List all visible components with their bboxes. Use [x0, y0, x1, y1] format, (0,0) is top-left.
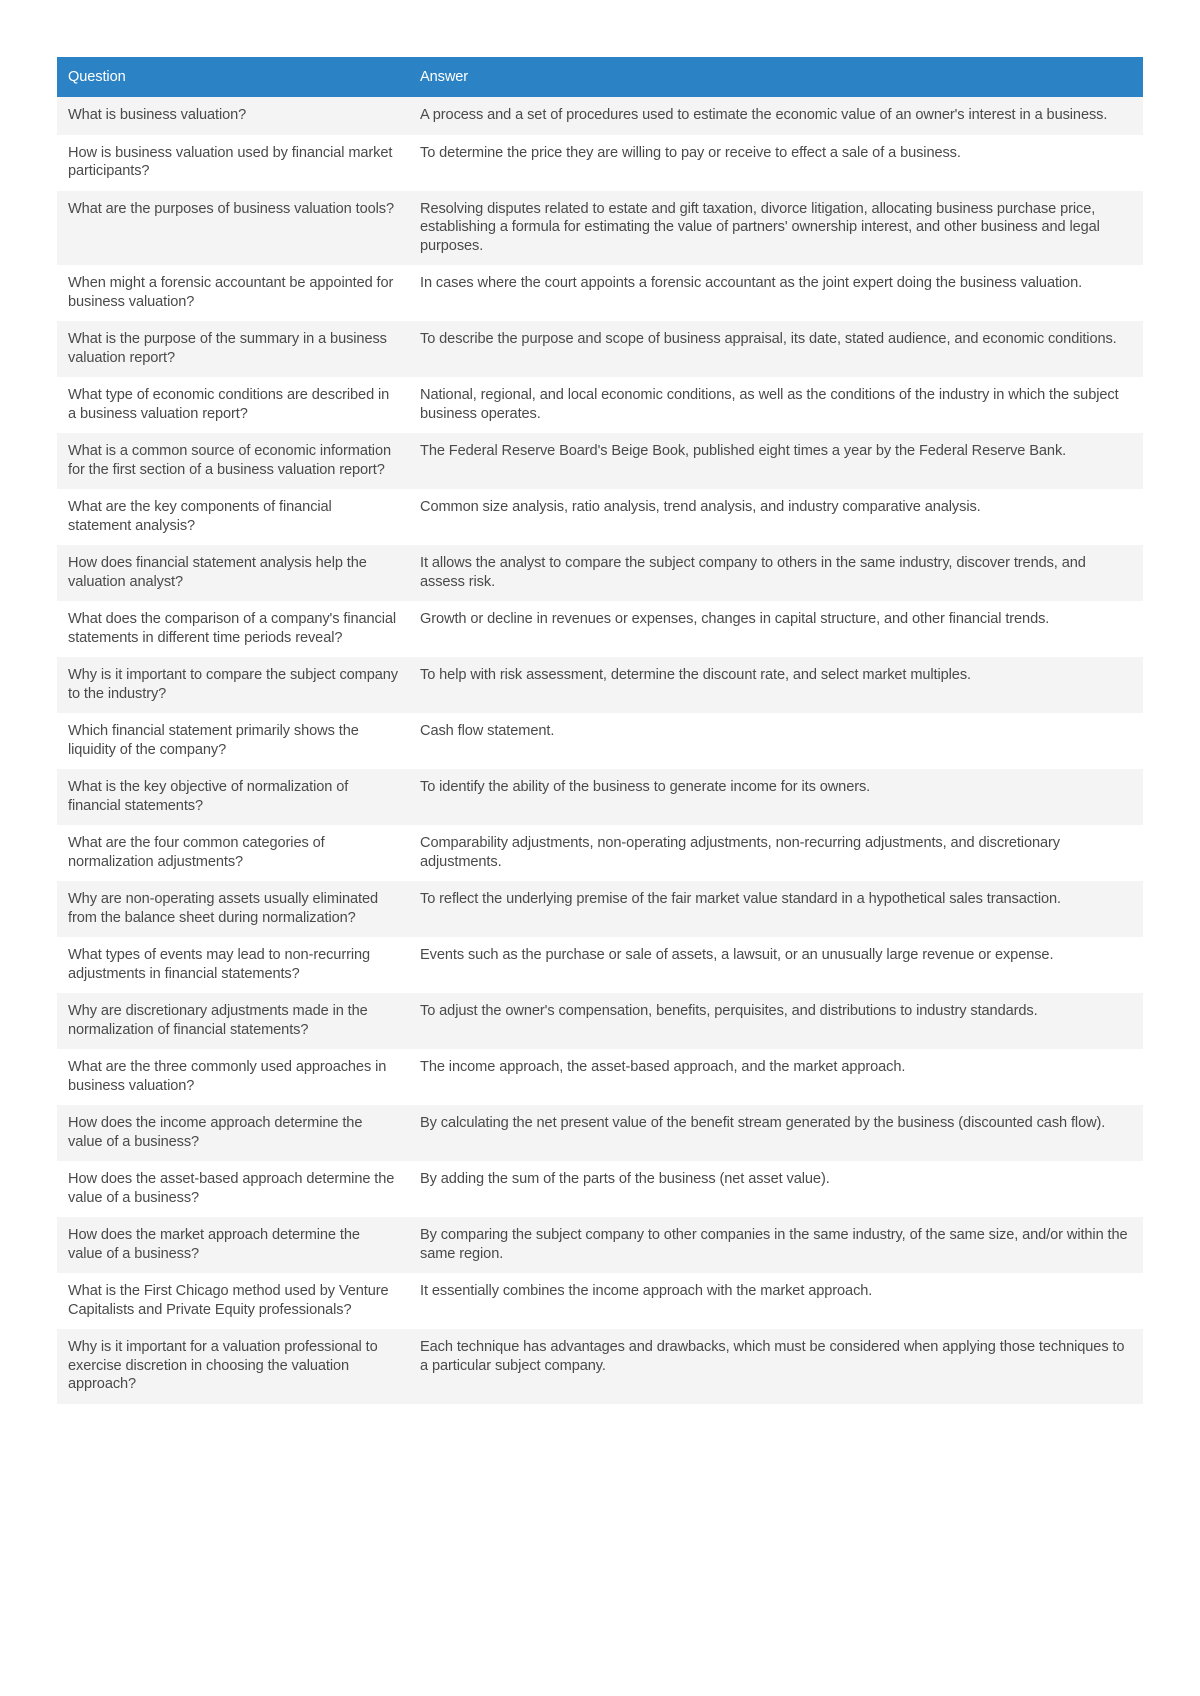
table-row	[57, 265, 1143, 321]
answer-cell: By adding the sum of the parts of the business (net asset value).	[409, 1161, 1143, 1217]
answer-cell: To determine the price they are willing to pay or receive to effect a sale of a business.	[409, 135, 1143, 191]
table-row	[57, 377, 1143, 433]
table-row	[57, 1161, 1143, 1217]
question-cell: What type of economic conditions are described in a business valuation report?	[57, 377, 409, 433]
table-row	[57, 545, 1143, 601]
question-cell: How does the market approach determine the value of a business?	[57, 1217, 409, 1273]
table-row	[57, 825, 1143, 881]
table-row	[57, 1329, 1143, 1404]
table-row	[57, 1105, 1143, 1161]
question-cell: How does financial statement analysis help the valuation analyst?	[57, 545, 409, 601]
answer-cell: To help with risk assessment, determine the discount rate, and select market multiples.	[409, 657, 1143, 713]
question-cell: What is the key objective of normalization of financial statements?	[57, 769, 409, 825]
table-header	[57, 57, 1143, 97]
table-row	[57, 433, 1143, 489]
answer-cell: The Federal Reserve Board's Beige Book, published eight times a year by the Federal Reserve Bank.	[409, 433, 1143, 489]
question-cell: What are the purposes of business valuation tools?	[57, 191, 409, 266]
answer-cell: To describe the purpose and scope of business appraisal, its date, stated audience, and economic conditions.	[409, 321, 1143, 377]
answer-cell: National, regional, and local economic conditions, as well as the conditions of the industry in which the subject business operates.	[409, 377, 1143, 433]
column-header-question: Question	[57, 57, 409, 97]
header-row	[57, 57, 1143, 97]
table-row	[57, 657, 1143, 713]
column-header-answer: Answer	[409, 57, 1143, 97]
table-row	[57, 1049, 1143, 1105]
answer-cell: It essentially combines the income approach with the market approach.	[409, 1273, 1143, 1329]
question-cell: What is the First Chicago method used by Venture Capitalists and Private Equity professionals?	[57, 1273, 409, 1329]
table-row	[57, 937, 1143, 993]
table-row	[57, 321, 1143, 377]
question-cell: What are the four common categories of normalization adjustments?	[57, 825, 409, 881]
answer-cell: By comparing the subject company to other companies in the same industry, of the same size, and/or within the same region.	[409, 1217, 1143, 1273]
table-body	[57, 97, 1143, 1404]
answer-cell: Comparability adjustments, non-operating adjustments, non-recurring adjustments, and discretionary adjustments.	[409, 825, 1143, 881]
answer-cell: Each technique has advantages and drawbacks, which must be considered when applying those techniques to a particular subject company.	[409, 1329, 1143, 1404]
answer-cell: Growth or decline in revenues or expenses, changes in capital structure, and other financial trends.	[409, 601, 1143, 657]
table-row	[57, 881, 1143, 937]
table-row	[57, 601, 1143, 657]
table-row	[57, 489, 1143, 545]
table-row	[57, 1217, 1143, 1273]
answer-cell: To reflect the underlying premise of the fair market value standard in a hypothetical sales transaction.	[409, 881, 1143, 937]
table-row	[57, 135, 1143, 191]
answer-cell: By calculating the net present value of the benefit stream generated by the business (discounted cash flow).	[409, 1105, 1143, 1161]
question-cell: Which financial statement primarily shows the liquidity of the company?	[57, 713, 409, 769]
question-cell: Why is it important to compare the subject company to the industry?	[57, 657, 409, 713]
table-row	[57, 713, 1143, 769]
table-row	[57, 97, 1143, 135]
qa-table	[57, 57, 1143, 1404]
answer-cell: Cash flow statement.	[409, 713, 1143, 769]
question-cell: How does the income approach determine the value of a business?	[57, 1105, 409, 1161]
answer-cell: Resolving disputes related to estate and gift taxation, divorce litigation, allocating business purchase price, establishing a formula for estimating the value of partners' ownership interest, and other business and legal purposes.	[409, 191, 1143, 266]
table-row	[57, 191, 1143, 266]
answer-cell: To identify the ability of the business to generate income for its owners.	[409, 769, 1143, 825]
table-row	[57, 993, 1143, 1049]
question-cell: When might a forensic accountant be appointed for business valuation?	[57, 265, 409, 321]
answer-cell: The income approach, the asset-based approach, and the market approach.	[409, 1049, 1143, 1105]
answer-cell: To adjust the owner's compensation, benefits, perquisites, and distributions to industry standards.	[409, 993, 1143, 1049]
question-cell: Why are discretionary adjustments made in the normalization of financial statements?	[57, 993, 409, 1049]
question-cell: What types of events may lead to non-recurring adjustments in financial statements?	[57, 937, 409, 993]
question-cell: What is a common source of economic information for the first section of a business valuation report?	[57, 433, 409, 489]
question-cell: Why is it important for a valuation professional to exercise discretion in choosing the valuation approach?	[57, 1329, 409, 1404]
question-cell: How is business valuation used by financial market participants?	[57, 135, 409, 191]
answer-cell: It allows the analyst to compare the subject company to others in the same industry, discover trends, and assess risk.	[409, 545, 1143, 601]
table-row	[57, 1273, 1143, 1329]
question-cell: Why are non-operating assets usually eliminated from the balance sheet during normalization?	[57, 881, 409, 937]
question-cell: What is the purpose of the summary in a business valuation report?	[57, 321, 409, 377]
question-cell: What are the key components of financial statement analysis?	[57, 489, 409, 545]
question-cell: What is business valuation?	[57, 97, 409, 135]
question-cell: What are the three commonly used approaches in business valuation?	[57, 1049, 409, 1105]
answer-cell: A process and a set of procedures used to estimate the economic value of an owner's interest in a business.	[409, 97, 1143, 135]
answer-cell: In cases where the court appoints a forensic accountant as the joint expert doing the business valuation.	[409, 265, 1143, 321]
question-cell: What does the comparison of a company's financial statements in different time periods reveal?	[57, 601, 409, 657]
answer-cell: Common size analysis, ratio analysis, trend analysis, and industry comparative analysis.	[409, 489, 1143, 545]
table-row	[57, 769, 1143, 825]
answer-cell: Events such as the purchase or sale of assets, a lawsuit, or an unusually large revenue or expense.	[409, 937, 1143, 993]
question-cell: How does the asset-based approach determine the value of a business?	[57, 1161, 409, 1217]
